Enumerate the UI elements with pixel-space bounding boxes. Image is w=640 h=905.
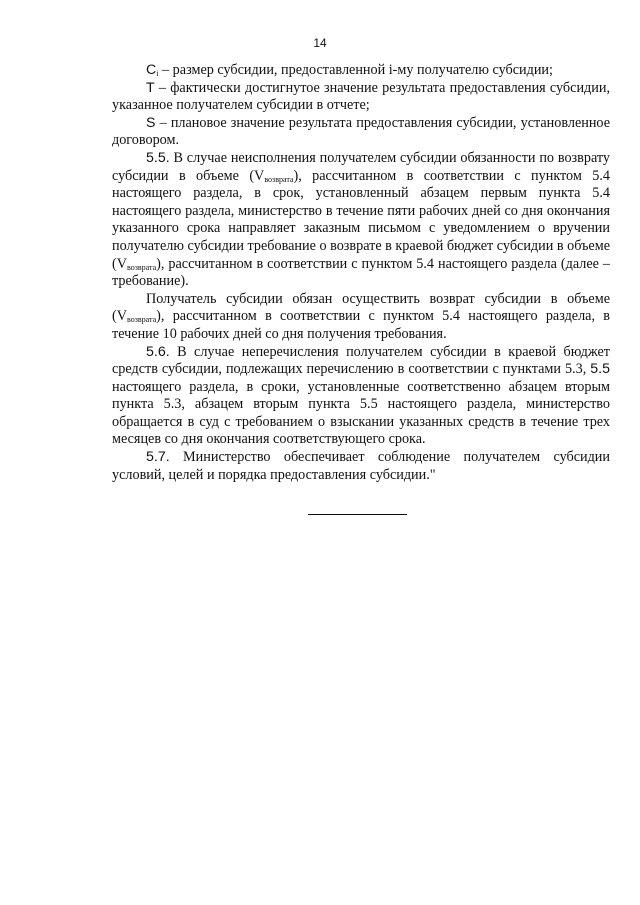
clause-5-6-text-2: настоящего раздела, в сроки, установленные соответственно абзацем вторым пункта 5.3, абзацем вторым пункта 5.5 настоящего раздела, министерство обращается в суд с требованием о взыскании указанных средств в течение трех месяцев со дня окончания соответствующего срока. bbox=[112, 378, 610, 448]
page-number: 14 bbox=[313, 36, 327, 50]
symbol-c: C bbox=[146, 62, 157, 78]
definition-s-text: – плановое значение результата предоставления субсидии, установленное договором. bbox=[112, 114, 610, 149]
clause-5-6-number: 5.6. bbox=[146, 343, 170, 360]
clause-5-5-second-text-2: ), рассчитанном в соответствии с пунктом 5.4 настоящего раздела, в течение 10 рабочих дней со дня получения требования. bbox=[112, 308, 610, 342]
definition-s bbox=[112, 115, 610, 150]
clause-5-5-text-3: ), рассчитанном в соответствии с пунктом 5.4 настоящего раздела (далее – требование). bbox=[112, 255, 610, 290]
symbol-t: T bbox=[146, 79, 155, 96]
subscript-vozvrata-2: возврата bbox=[126, 262, 157, 272]
subscript-i: i bbox=[156, 69, 159, 78]
subscript-vozvrata-3: возврата bbox=[126, 315, 157, 325]
clause-5-6-text-1: В случае неперечисления получателем субсидии в краевой бюджет средств субсидии, подлежащих перечислению в соответствии с пунктами 5.3, bbox=[112, 343, 610, 378]
closing-rule bbox=[308, 514, 407, 515]
clause-5-7 bbox=[112, 449, 610, 484]
clause-5-5 bbox=[112, 150, 610, 291]
clause-5-5-number: 5.5. bbox=[146, 149, 170, 166]
clause-5-6 bbox=[112, 344, 610, 450]
definition-t-text: – фактически достигнутое значение результата предоставления субсидии, указанное получателем субсидии в отчете; bbox=[112, 79, 610, 114]
definition-t bbox=[112, 80, 610, 115]
clause-5-7-number: 5.7. bbox=[146, 449, 170, 466]
clause-5-6-ref: 5.5 bbox=[590, 361, 610, 378]
clause-5-7-text: Министерство обеспечивает соблюдение получателем субсидии условий, целей и порядка предоставления субсидии." bbox=[112, 449, 610, 483]
document-body bbox=[112, 62, 610, 484]
symbol-s: S bbox=[146, 114, 156, 131]
clause-5-5-text-1: В случае неисполнения получателем субсидии обязанности по возврату субсидии в объеме (V bbox=[112, 149, 610, 184]
clause-5-5-second-paragraph bbox=[112, 291, 610, 344]
clause-5-5-second-text-1: Получатель субсидии обязан осуществить возврат субсидии в объеме (V bbox=[112, 290, 610, 325]
definition-ci-text: – размер субсидии, предоставленной i-му получателю субсидии; bbox=[158, 62, 553, 78]
clause-5-5-text-2: ), рассчитанном в соответствии с пунктом 5.4 настоящего раздела, в срок, установленный абзацем первым пункта 5.4 настоящего раздела, министерство в течение пяти рабочих дней со дня окончания указанного срока направляет заказным письмом с уведомлением о вручении получателю субсидии требование о возврате в краевой бюджет субсидии в объеме (V bbox=[112, 167, 610, 272]
subscript-vozvrata-1: возврата bbox=[264, 174, 294, 184]
definition-ci bbox=[112, 62, 610, 80]
